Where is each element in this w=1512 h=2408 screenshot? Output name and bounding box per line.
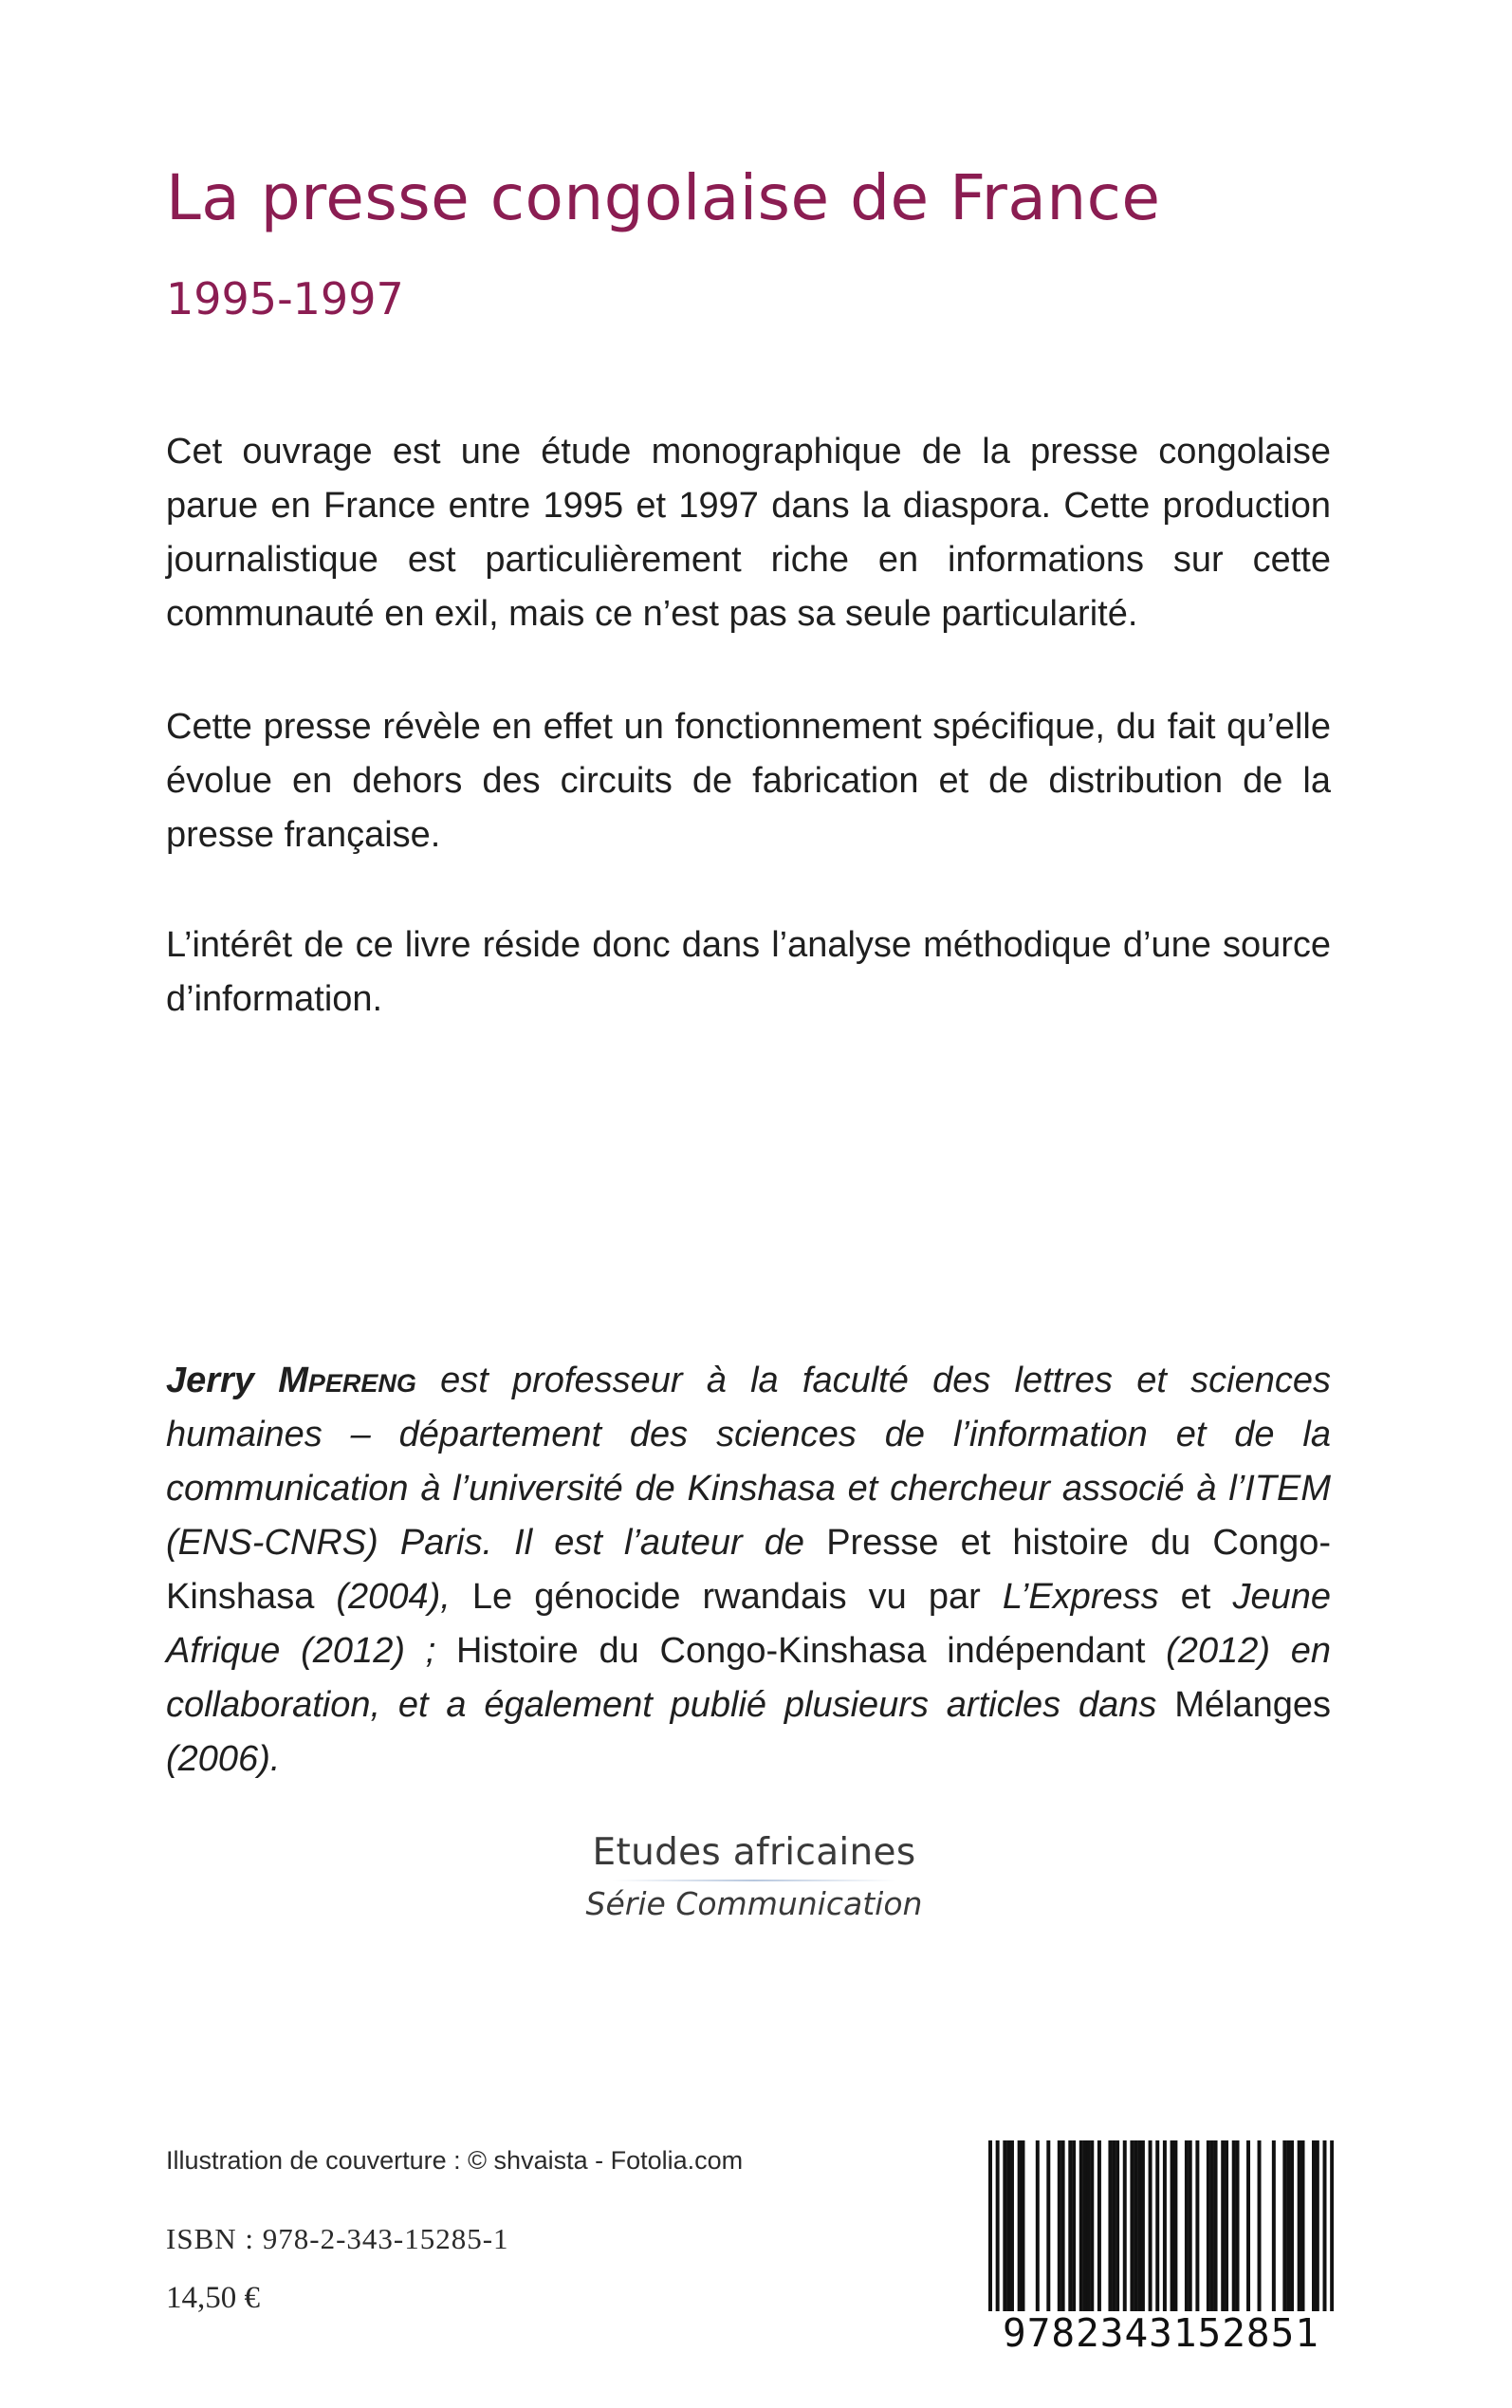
bio-book-4: Mélanges [1174, 1685, 1331, 1725]
book-subtitle: 1995-1997 [166, 273, 404, 324]
author-bio [166, 1354, 1331, 1787]
barcode-bar [1210, 2140, 1214, 2311]
barcode-bar [996, 2140, 1000, 2326]
barcode-bar [1312, 2140, 1316, 2311]
bio-journal-2: Jeune Afrique [166, 1577, 1331, 1671]
barcode-bar [1246, 2140, 1250, 2311]
barcode-bar [1090, 2140, 1094, 2311]
barcode-bar [1282, 2140, 1286, 2311]
barcode-bar [1021, 2140, 1024, 2311]
barcode-bar [1189, 2140, 1192, 2311]
bio-text-1: est professeur à la faculté des lettres et sciences humaines – département des sciences de l’information et de la communication à l’université de Kinshasa et chercheur associé à l’ITEM (ENS-CNRS) Paris. Il est l’auteur de [166, 1361, 1331, 1563]
barcode-bar [1258, 2140, 1262, 2311]
barcode-bar [1286, 2140, 1290, 2311]
series-block [569, 1831, 939, 1922]
series-name: Etudes africaines [592, 1831, 916, 1874]
summary-paragraph-3: L’intérêt de ce livre réside donc dans l’analyse méthodique d’une source d’information. [166, 925, 1331, 1019]
barcode-bar [1155, 2140, 1159, 2326]
barcode-bar [1079, 2140, 1083, 2311]
barcode-bar [1221, 2140, 1225, 2311]
bio-book-3: Histoire du Congo-Kinshasa indépendant [456, 1631, 1146, 1671]
barcode-bar [1290, 2140, 1294, 2311]
barcode-bar [1207, 2140, 1210, 2311]
bio-text-6: (2006). [166, 1739, 281, 1779]
barcode-bar [1171, 2140, 1174, 2311]
barcode-bar [1116, 2140, 1119, 2311]
barcode-bar [1112, 2140, 1116, 2311]
barcode-bar [1010, 2140, 1014, 2311]
barcode-bar [1036, 2140, 1040, 2311]
barcode-bar [1141, 2140, 1145, 2311]
barcode-bar [1006, 2140, 1010, 2311]
barcode-bar [1185, 2140, 1189, 2311]
bio-text-2: (2004), [314, 1577, 472, 1617]
barcode-bar [1097, 2140, 1101, 2311]
barcode-bar [1130, 2140, 1134, 2311]
barcode-bar [1046, 2140, 1050, 2311]
barcode-bar [1003, 2140, 1006, 2311]
barcode-bar [1330, 2140, 1334, 2326]
bio-text-4: (2012) ; [280, 1631, 456, 1671]
barcode-bar [1316, 2140, 1319, 2311]
barcode-bar [1301, 2140, 1305, 2311]
barcode-bar [1173, 2140, 1177, 2311]
price: 14,50 € [166, 2281, 260, 2315]
barcode-bar [1149, 2140, 1152, 2311]
bio-book-1: Presse et histoire du Congo-Kinshasa [166, 1523, 1331, 1617]
barcode [988, 2140, 1334, 2357]
barcode-bar [1323, 2140, 1327, 2326]
barcode-bar [1272, 2140, 1276, 2311]
barcode-bar [1061, 2140, 1065, 2311]
series-subseries: Série Communication [585, 1885, 923, 1922]
barcode-bar [1058, 2140, 1061, 2311]
barcode-bar [1086, 2140, 1090, 2311]
barcode-bar [988, 2140, 992, 2326]
summary-paragraph-2: Cette presse révèle en effet un fonctionnement spécifique, du fait qu’elle évolue en dehors des circuits de fabrication et de distribution de la presse française. [166, 707, 1331, 855]
bio-text-5: (2012) en collaboration, et a également publié plusieurs articles dans [166, 1631, 1331, 1725]
barcode-digits: 9782343152851 [988, 2311, 1334, 2355]
isbn: ISBN : 978-2-343-15285-1 [166, 2222, 509, 2255]
barcode-bar [1072, 2140, 1076, 2311]
barcode-bar [1236, 2140, 1240, 2311]
barcode-bar [1214, 2140, 1218, 2311]
barcode-bar [1068, 2140, 1072, 2311]
bio-journal-1: L’Express [1002, 1577, 1159, 1617]
barcode-bar [1232, 2140, 1236, 2311]
bio-text-3: et [1158, 1577, 1233, 1617]
barcode-bar [1083, 2140, 1087, 2311]
barcode-bar [1225, 2140, 1228, 2311]
barcode-bar [1018, 2140, 1022, 2311]
barcode-bar [1137, 2140, 1141, 2311]
barcode-bar [1163, 2140, 1167, 2326]
barcode-bar [1298, 2140, 1301, 2311]
author-first-name: Jerry [166, 1361, 254, 1400]
barcode-bar [1134, 2140, 1137, 2311]
summary-paragraph-1: Cet ouvrage est une étude monographique de la presse congolaise parue en France entre 1995 et 1997 dans la diaspora. Cette production journalistique est particulièrement riche en informations sur cette communauté en exil, mais ce n’est pas sa seule particularité. [166, 432, 1331, 634]
series-divider [612, 1880, 896, 1881]
author-last-name: Mpereng [278, 1361, 416, 1400]
barcode-bar [1195, 2140, 1199, 2311]
cover-credit: Illustration de couverture : © shvaista - Fotolia.com [166, 2146, 744, 2175]
barcode-bar [1108, 2140, 1112, 2311]
barcode-bar [1123, 2140, 1127, 2311]
book-title: La presse congolaise de France [166, 161, 1161, 234]
bio-book-2: Le génocide rwandais vu par [471, 1577, 1003, 1617]
